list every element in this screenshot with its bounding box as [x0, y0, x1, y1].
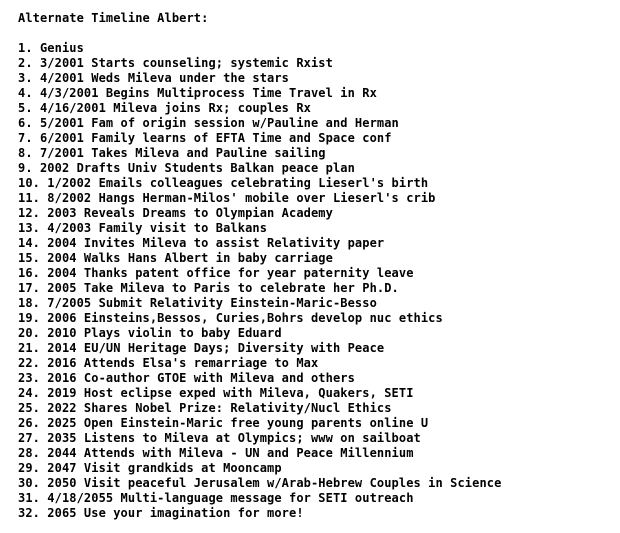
list-item: 19. 2006 Einsteins,Bessos, Curies,Bohrs develop nuc ethics [18, 311, 443, 325]
list-item: 28. 2044 Attends with Mileva - UN and Peace Millennium [18, 446, 414, 460]
list-item: 4. 4/3/2001 Begins Multiprocess Time Travel in Rx [18, 86, 377, 100]
list-item: 16. 2004 Thanks patent office for year paternity leave [18, 266, 414, 280]
document-title: Alternate Timeline Albert: [18, 11, 209, 25]
list-item: 13. 4/2003 Family visit to Balkans [18, 221, 268, 235]
document [18, 11, 501, 521]
list-item: 26. 2025 Open Einstein-Maric free young parents online U [18, 416, 429, 430]
list-item: 27. 2035 Listens to Mileva at Olympics; www on sailboat [18, 431, 421, 445]
list-item: 11. 8/2002 Hangs Herman-Milos' mobile over Lieserl's crib [18, 191, 436, 205]
list-item: 10. 1/2002 Emails colleagues celebrating Lieserl's birth [18, 176, 429, 190]
timeline-list [18, 41, 501, 521]
list-item: 17. 2005 Take Mileva to Paris to celebrate her Ph.D. [18, 281, 399, 295]
list-item: 5. 4/16/2001 Mileva joins Rx; couples Rx [18, 101, 311, 115]
list-item: 15. 2004 Walks Hans Albert in baby carriage [18, 251, 333, 265]
list-item: 9. 2002 Drafts Univ Students Balkan peace plan [18, 161, 355, 175]
list-item: 6. 5/2001 Fam of origin session w/Pauline and Herman [18, 116, 399, 130]
list-item: 1. Genius [18, 41, 84, 55]
blank-line [18, 26, 501, 41]
list-item: 7. 6/2001 Family learns of EFTA Time and Space conf [18, 131, 392, 145]
list-item: 2. 3/2001 Starts counseling; systemic Rxist [18, 56, 333, 70]
list-item: 12. 2003 Reveals Dreams to Olympian Academy [18, 206, 333, 220]
list-item: 29. 2047 Visit grandkids at Mooncamp [18, 461, 282, 475]
list-item: 14. 2004 Invites Mileva to assist Relativity paper [18, 236, 385, 250]
list-item: 18. 7/2005 Submit Relativity Einstein-Maric-Besso [18, 296, 377, 310]
list-item: 24. 2019 Host eclipse exped with Mileva, Quakers, SETI [18, 386, 414, 400]
list-item: 32. 2065 Use your imagination for more! [18, 506, 304, 520]
list-item: 21. 2014 EU/UN Heritage Days; Diversity with Peace [18, 341, 385, 355]
list-item: 23. 2016 Co-author GTOE with Mileva and others [18, 371, 355, 385]
list-item: 3. 4/2001 Weds Mileva under the stars [18, 71, 290, 85]
list-item: 31. 4/18/2055 Multi-language message for SETI outreach [18, 491, 414, 505]
list-item: 22. 2016 Attends Elsa's remarriage to Max [18, 356, 319, 370]
list-item: 20. 2010 Plays violin to baby Eduard [18, 326, 282, 340]
list-item: 30. 2050 Visit peaceful Jerusalem w/Arab-Hebrew Couples in Science [18, 476, 502, 490]
list-item: 25. 2022 Shares Nobel Prize: Relativity/Nucl Ethics [18, 401, 392, 415]
list-item: 8. 7/2001 Takes Mileva and Pauline sailing [18, 146, 326, 160]
